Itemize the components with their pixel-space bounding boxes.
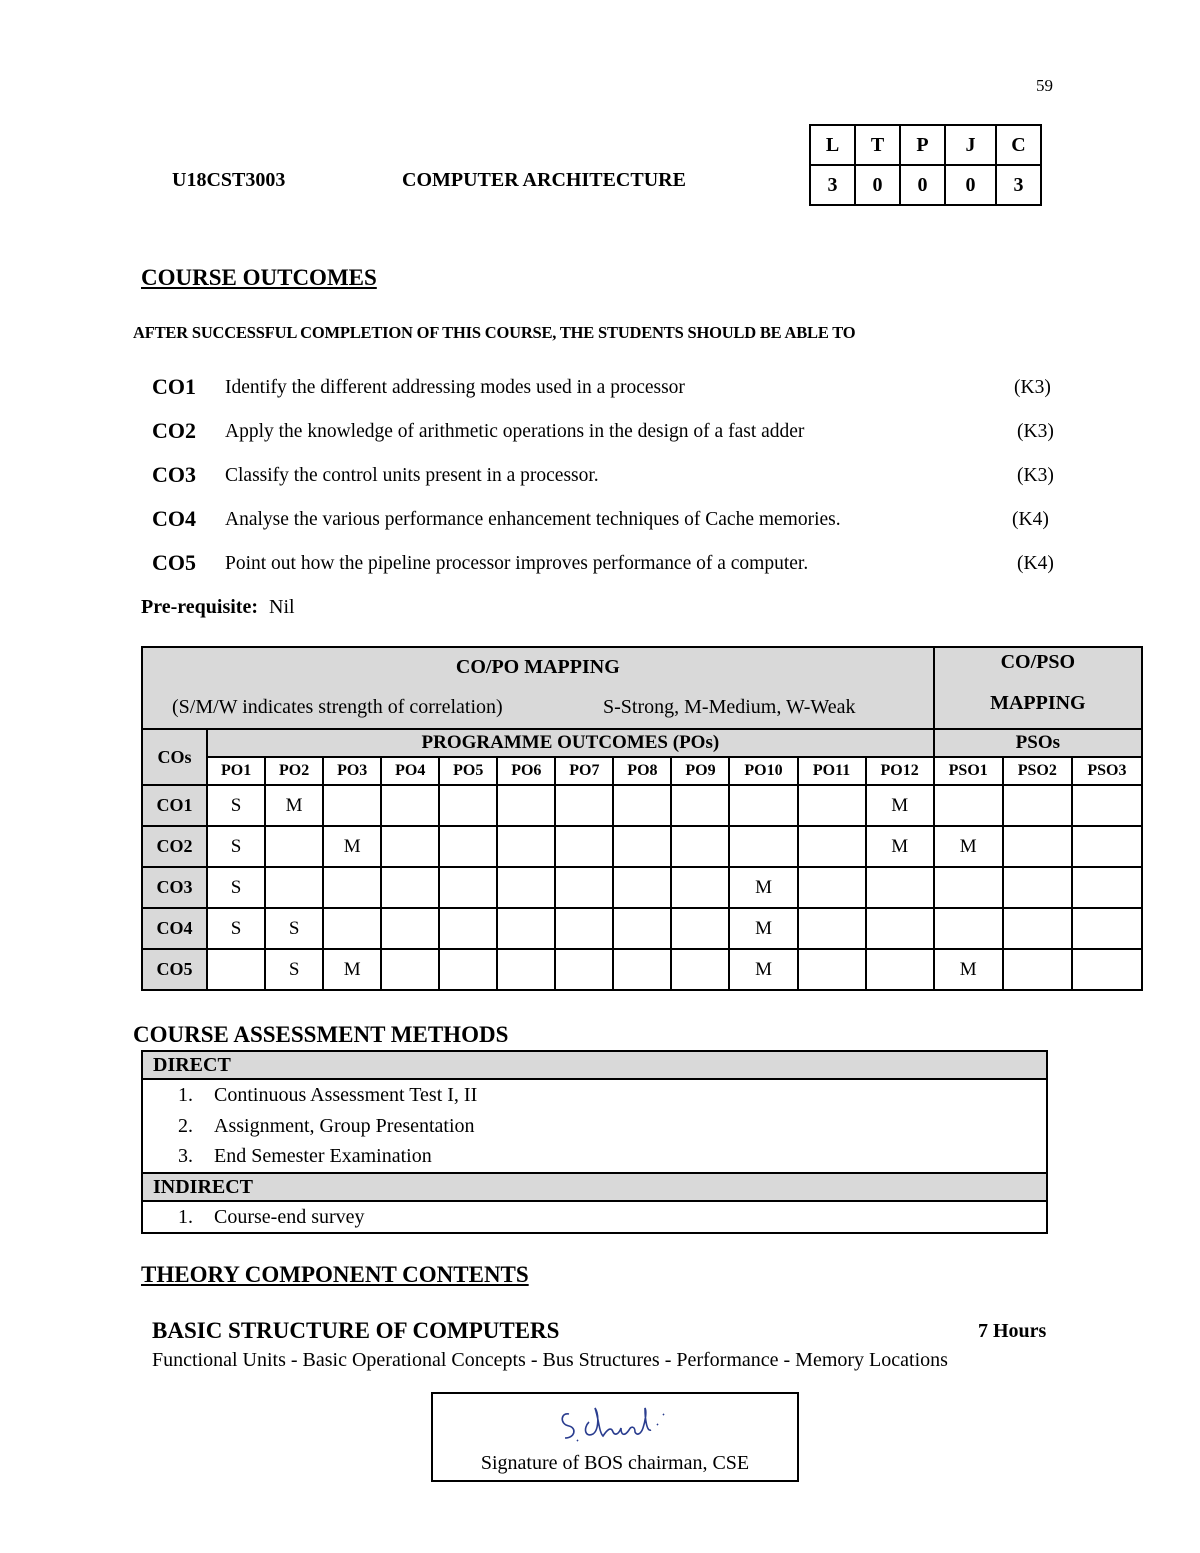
- co-text: Identify the different addressing modes used in a processor: [225, 377, 685, 398]
- mapping-cell: [265, 826, 323, 867]
- column-header: PSO1: [934, 757, 1003, 785]
- co-text: Classify the control units present in a processor.: [225, 465, 599, 486]
- column-header: PO10: [729, 757, 797, 785]
- pso-title-line1: CO/PSO: [1000, 651, 1076, 673]
- row-co-label: CO4: [142, 908, 207, 949]
- mapping-cell: [1072, 867, 1142, 908]
- po-group-header: PROGRAMME OUTCOMES (POs): [207, 729, 934, 757]
- ltpjc-header-c: C: [996, 125, 1041, 165]
- mapping-cell: [671, 785, 729, 826]
- mapping-cell: [671, 949, 729, 990]
- ltpjc-header-l: L: [810, 125, 855, 165]
- ltpjc-header-row: [810, 125, 1041, 165]
- row-co-label: CO5: [142, 949, 207, 990]
- ltpjc-header-t: T: [855, 125, 900, 165]
- mapping-cell: [555, 908, 613, 949]
- column-header: PO8: [613, 757, 671, 785]
- table-row: [142, 949, 1142, 990]
- mapping-cell: [866, 867, 934, 908]
- course-title: COMPUTER ARCHITECTURE: [402, 169, 686, 191]
- mapping-cell: [613, 826, 671, 867]
- column-header: PO5: [439, 757, 497, 785]
- mapping-cell: S: [207, 785, 265, 826]
- theory-heading: THEORY COMPONENT CONTENTS: [141, 1262, 529, 1287]
- mapping-cell: [555, 785, 613, 826]
- mapping-cell: S: [265, 949, 323, 990]
- assessment-heading: COURSE ASSESSMENT METHODS: [133, 1022, 509, 1047]
- unit-title: BASIC STRUCTURE OF COMPUTERS: [152, 1318, 560, 1343]
- mapping-cell: [381, 867, 439, 908]
- mapping-cell: [866, 949, 934, 990]
- mapping-title-row: [142, 647, 1142, 729]
- mapping-cell: [671, 867, 729, 908]
- ltpjc-value-l: 3: [810, 165, 855, 205]
- mapping-cell: [439, 826, 497, 867]
- co-level: (K3): [1014, 377, 1051, 398]
- co-code: CO1: [152, 374, 196, 399]
- assessment-table: [141, 1050, 1048, 1234]
- mapping-cell: [439, 908, 497, 949]
- mapping-cell: [497, 785, 555, 826]
- ltpjc-value-c: 3: [996, 165, 1041, 205]
- mapping-cell: [798, 867, 866, 908]
- mapping-cell: [1072, 908, 1142, 949]
- mapping-cell: [555, 949, 613, 990]
- mapping-cell: [798, 826, 866, 867]
- ltpjc-table: [809, 124, 1042, 206]
- co-code: CO4: [152, 506, 196, 531]
- co-level: (K3): [1017, 465, 1054, 486]
- mapping-cell: [381, 826, 439, 867]
- prerequisite-label: Pre-requisite:: [141, 596, 259, 618]
- signature-image: [555, 1400, 695, 1448]
- mapping-cell: [798, 908, 866, 949]
- cos-header: COs: [142, 729, 207, 785]
- mapping-cell: M: [729, 949, 797, 990]
- direct-item: Assignment, Group Presentation: [214, 1114, 475, 1137]
- mapping-cell: [497, 908, 555, 949]
- co-code: CO2: [152, 418, 196, 443]
- mapping-cell: [555, 867, 613, 908]
- mapping-cell: [729, 826, 797, 867]
- mapping-cell: [934, 908, 1003, 949]
- co-po-mapping-table: [141, 646, 1143, 991]
- mapping-cell: M: [866, 826, 934, 867]
- ltpjc-value-row: [810, 165, 1041, 205]
- co-text: Apply the knowledge of arithmetic operations in the design of a fast adder: [225, 421, 805, 442]
- mapping-cell: [613, 908, 671, 949]
- ltpjc-value-p: 0: [900, 165, 945, 205]
- mapping-cell: [613, 949, 671, 990]
- pso-group-header: PSOs: [934, 729, 1142, 757]
- mapping-cell: [323, 785, 381, 826]
- co-level: (K4): [1017, 553, 1054, 574]
- column-header: PO7: [555, 757, 613, 785]
- list-item: 2. Assignment, Group Presentation: [143, 1111, 1046, 1142]
- mapping-cell: [613, 867, 671, 908]
- list-item: 1. Course-end survey: [143, 1202, 1046, 1233]
- co-text: Point out how the pipeline processor improves performance of a computer.: [225, 553, 809, 574]
- mapping-cell: [207, 949, 265, 990]
- mapping-cell: [381, 908, 439, 949]
- mapping-cell: [671, 826, 729, 867]
- mapping-cell: [798, 785, 866, 826]
- list-item: 1. Continuous Assessment Test I, II: [143, 1080, 1046, 1111]
- table-row: [142, 908, 1142, 949]
- signature-box: [431, 1392, 799, 1482]
- mapping-cell: [439, 867, 497, 908]
- column-header: PO9: [671, 757, 729, 785]
- mapping-legend-left: (S/M/W indicates strength of correlation): [172, 696, 503, 718]
- co-code: CO3: [152, 462, 196, 487]
- mapping-cell: [497, 949, 555, 990]
- mapping-cell: [1003, 785, 1072, 826]
- mapping-cell: M: [323, 826, 381, 867]
- ltpjc-header-j: J: [945, 125, 996, 165]
- mapping-cell: M: [323, 949, 381, 990]
- mapping-cell: [323, 908, 381, 949]
- co-text: Analyse the various performance enhancement techniques of Cache memories.: [225, 509, 841, 530]
- unit-hours: 7 Hours: [978, 1320, 1047, 1342]
- mapping-cell: M: [934, 949, 1003, 990]
- course-outcomes-intro: AFTER SUCCESSFUL COMPLETION OF THIS COURSE, THE STUDENTS SHOULD BE ABLE TO: [133, 323, 856, 342]
- table-row: [142, 867, 1142, 908]
- mapping-cell: [1003, 867, 1072, 908]
- mapping-cell: [555, 826, 613, 867]
- course-code: U18CST3003: [172, 169, 286, 191]
- mapping-cell: [613, 785, 671, 826]
- mapping-cell: M: [934, 826, 1003, 867]
- signature-caption: Signature of BOS chairman, CSE: [480, 1452, 750, 1474]
- mapping-cell: [497, 867, 555, 908]
- pso-title-line2: MAPPING: [990, 692, 1086, 714]
- mapping-title-cell: [142, 647, 934, 729]
- ltpjc-header-p: P: [900, 125, 945, 165]
- direct-item: Continuous Assessment Test I, II: [214, 1084, 478, 1106]
- mapping-cell: [265, 867, 323, 908]
- mapping-cell: [1003, 908, 1072, 949]
- mapping-cell: [671, 908, 729, 949]
- mapping-cell: M: [866, 785, 934, 826]
- mapping-cell: [1072, 949, 1142, 990]
- indirect-label: INDIRECT: [142, 1173, 1047, 1201]
- mapping-cell: M: [729, 867, 797, 908]
- mapping-cell: [1072, 826, 1142, 867]
- column-header: PO11: [798, 757, 866, 785]
- column-header: PO4: [381, 757, 439, 785]
- mapping-cell: S: [207, 867, 265, 908]
- mapping-cell: [934, 785, 1003, 826]
- mapping-cell: M: [265, 785, 323, 826]
- column-header: PSO3: [1072, 757, 1142, 785]
- mapping-cell: [323, 867, 381, 908]
- list-item: 3. End Semester Examination: [143, 1141, 1046, 1172]
- row-co-label: CO2: [142, 826, 207, 867]
- pso-title-cell: [934, 647, 1142, 729]
- row-co-label: CO1: [142, 785, 207, 826]
- mapping-cell: [934, 867, 1003, 908]
- ltpjc-value-t: 0: [855, 165, 900, 205]
- mapping-cell: [497, 826, 555, 867]
- mapping-legend-right: S-Strong, M-Medium, W-Weak: [603, 696, 856, 718]
- column-header: PO12: [866, 757, 934, 785]
- column-header: PO6: [497, 757, 555, 785]
- column-header: PO3: [323, 757, 381, 785]
- mapping-cell: [1003, 826, 1072, 867]
- table-row: [142, 826, 1142, 867]
- unit-contents: Functional Units - Basic Operational Concepts - Bus Structures - Performance - Memory Locations: [152, 1349, 948, 1371]
- co-level: (K4): [1012, 509, 1049, 530]
- mapping-cell: [381, 949, 439, 990]
- indirect-item: Course-end survey: [214, 1205, 365, 1228]
- course-outcomes-heading: COURSE OUTCOMES: [141, 265, 377, 290]
- row-co-label: CO3: [142, 867, 207, 908]
- mapping-cell: S: [207, 908, 265, 949]
- direct-list: [142, 1079, 1047, 1173]
- mapping-title: CO/PO MAPPING: [455, 656, 620, 678]
- direct-label: DIRECT: [142, 1051, 1047, 1079]
- mapping-group-row: [142, 729, 1142, 757]
- table-row: [142, 785, 1142, 826]
- mapping-cell: [1072, 785, 1142, 826]
- indirect-list: [142, 1201, 1047, 1234]
- column-header: PO2: [265, 757, 323, 785]
- co-code: CO5: [152, 550, 196, 575]
- page-number: 59: [1036, 76, 1053, 95]
- mapping-cell: [439, 949, 497, 990]
- mapping-cell: [729, 785, 797, 826]
- column-header: PO1: [207, 757, 265, 785]
- mapping-cell: [439, 785, 497, 826]
- mapping-cell: [1003, 949, 1072, 990]
- column-header: PSO2: [1003, 757, 1072, 785]
- mapping-cell: [381, 785, 439, 826]
- mapping-cell: S: [207, 826, 265, 867]
- co-level: (K3): [1017, 421, 1054, 442]
- mapping-cell: [866, 908, 934, 949]
- mapping-cell: S: [265, 908, 323, 949]
- prerequisite-value: Nil: [269, 596, 295, 618]
- prerequisite: [141, 596, 295, 619]
- mapping-cell: [798, 949, 866, 990]
- ltpjc-value-j: 0: [945, 165, 996, 205]
- direct-item: End Semester Examination: [214, 1145, 432, 1167]
- mapping-column-row: [142, 757, 1142, 785]
- mapping-cell: M: [729, 908, 797, 949]
